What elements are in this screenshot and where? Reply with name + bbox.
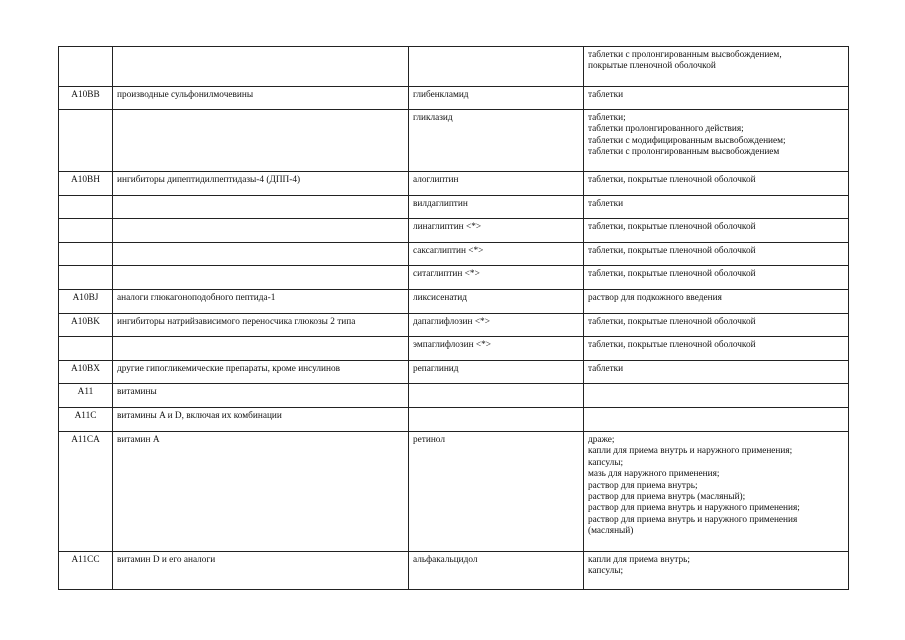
dosage-form-line: таблетки, покрытые пленочной оболочкой [588, 222, 756, 232]
atc-code [59, 219, 113, 243]
table-row [59, 266, 849, 290]
substance-name [409, 384, 584, 408]
dosage-form-line: таблетки с пролонгированным высвобождением, [588, 50, 782, 60]
table-row [59, 337, 849, 361]
dosage-form-line: таблетки [588, 199, 624, 209]
table-row [59, 361, 849, 384]
dosage-form-line: капли для приема внутрь; [588, 555, 690, 565]
substance-name [409, 408, 584, 432]
substance-name: эмпаглифлозин <*> [409, 337, 584, 361]
table-row [59, 47, 849, 87]
dosage-forms [584, 337, 849, 361]
atc-code: A10BJ [59, 290, 113, 314]
dosage-forms [584, 243, 849, 266]
dosage-form-line: капсулы; [588, 457, 624, 468]
substance-name: глибенкламид [409, 87, 584, 110]
substance-name [409, 47, 584, 87]
table-row [59, 243, 849, 266]
dosage-form-line: таблетки с модифицированным высвобождением; [588, 135, 786, 146]
group-name [113, 243, 409, 266]
atc-code: A11 [59, 384, 113, 408]
group-name: витамин D и его аналоги [113, 552, 409, 590]
dosage-forms [584, 361, 849, 384]
group-name: ингибиторы натрийзависимого переносчика глюкозы 2 типа [113, 314, 409, 337]
group-name: ингибиторы дипептидилпептидазы-4 (ДПП-4) [113, 172, 409, 196]
drug-table-body [59, 47, 849, 590]
dosage-form-line: раствор для приема внутрь и наружного применения; [588, 503, 800, 514]
dosage-forms [584, 219, 849, 243]
dosage-forms [584, 110, 849, 172]
atc-code: A10BB [59, 87, 113, 110]
substance-name: гликлазид [409, 110, 584, 172]
group-name [113, 196, 409, 219]
dosage-form-line: таблетки, покрытые пленочной оболочкой [588, 269, 756, 279]
group-name [113, 47, 409, 87]
dosage-forms [584, 408, 849, 432]
group-name: витамины [113, 384, 409, 408]
dosage-form-line: раствор для приема внутрь и наружного применения [588, 514, 798, 525]
dosage-form-line: капсулы; [588, 566, 624, 577]
group-name [113, 219, 409, 243]
table-row [59, 87, 849, 110]
substance-name: вилдаглиптин [409, 196, 584, 219]
dosage-forms [584, 47, 849, 87]
dosage-form-line: раствор для приема внутрь; [588, 480, 698, 491]
table-row [59, 552, 849, 590]
substance-name: саксаглиптин <*> [409, 243, 584, 266]
dosage-forms [584, 552, 849, 590]
group-name: производные сульфонилмочевины [113, 87, 409, 110]
table-row [59, 314, 849, 337]
group-name: аналоги глюкагоноподобного пептида-1 [113, 290, 409, 314]
dosage-forms [584, 196, 849, 219]
table-row [59, 196, 849, 219]
table-row [59, 290, 849, 314]
table-row [59, 432, 849, 552]
dosage-forms [584, 266, 849, 290]
atc-code [59, 47, 113, 87]
substance-name: ситаглиптин <*> [409, 266, 584, 290]
atc-code: A11CC [59, 552, 113, 590]
table-row [59, 219, 849, 243]
dosage-form-line: таблетки, покрытые пленочной оболочкой [588, 246, 756, 256]
dosage-form-line: таблетки, покрытые пленочной оболочкой [588, 340, 756, 350]
dosage-form-line: раствор для приема внутрь (масляный); [588, 492, 746, 503]
dosage-form-line: таблетки, покрытые пленочной оболочкой [588, 317, 756, 327]
dosage-form-line: таблетки; [588, 113, 626, 123]
dosage-forms [584, 432, 849, 552]
table-row [59, 408, 849, 432]
substance-name: линаглиптин <*> [409, 219, 584, 243]
atc-code: A10BX [59, 361, 113, 384]
dosage-form-line: мазь для наружного применения; [588, 469, 720, 480]
group-name [113, 266, 409, 290]
dosage-form-line: (масляный) [588, 526, 634, 537]
dosage-form-line: раствор для подкожного введения [588, 293, 722, 303]
substance-name: ретинол [409, 432, 584, 552]
group-name: витамин A [113, 432, 409, 552]
atc-code: A10BH [59, 172, 113, 196]
atc-code: A11CA [59, 432, 113, 552]
dosage-forms [584, 290, 849, 314]
dosage-forms [584, 384, 849, 408]
group-name: другие гипогликемические препараты, кроме инсулинов [113, 361, 409, 384]
dosage-forms [584, 172, 849, 196]
dosage-forms [584, 314, 849, 337]
table-row [59, 384, 849, 408]
substance-name: репаглинид [409, 361, 584, 384]
dosage-form-line: таблетки пролонгированного действия; [588, 124, 744, 135]
group-name [113, 110, 409, 172]
dosage-form-line: таблетки [588, 364, 624, 374]
substance-name: алоглиптин [409, 172, 584, 196]
table-row [59, 110, 849, 172]
dosage-form-line: капли для приема внутрь и наружного применения; [588, 446, 793, 457]
drug-table [58, 46, 849, 590]
atc-code [59, 196, 113, 219]
substance-name: альфакальцидол [409, 552, 584, 590]
table-row [59, 172, 849, 196]
atc-code [59, 110, 113, 172]
substance-name: дапаглифлозин <*> [409, 314, 584, 337]
atc-code [59, 266, 113, 290]
atc-code: A10BK [59, 314, 113, 337]
atc-code [59, 337, 113, 361]
dosage-form-line: таблетки, покрытые пленочной оболочкой [588, 175, 756, 185]
dosage-form-line: драже; [588, 435, 615, 445]
substance-name: ликсисенатид [409, 290, 584, 314]
dosage-forms [584, 87, 849, 110]
group-name: витамины A и D, включая их комбинации [113, 408, 409, 432]
atc-code: A11C [59, 408, 113, 432]
dosage-form-line: покрытые пленочной оболочкой [588, 61, 716, 72]
group-name [113, 337, 409, 361]
atc-code [59, 243, 113, 266]
dosage-form-line: таблетки с пролонгированным высвобождением [588, 147, 780, 158]
dosage-form-line: таблетки [588, 90, 624, 100]
